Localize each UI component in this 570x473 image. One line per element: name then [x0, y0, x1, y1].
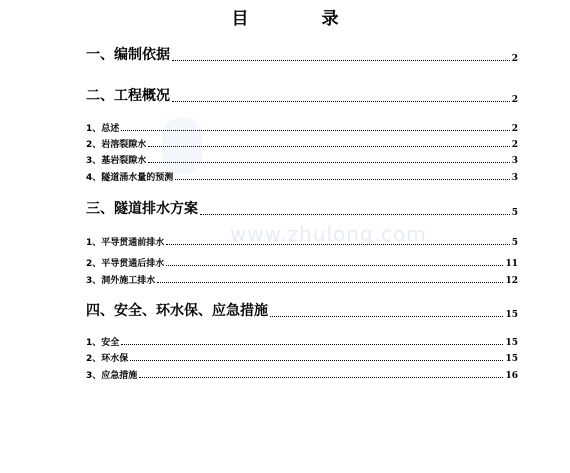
toc-entry-drainage-plan[interactable] — [86, 198, 518, 218]
toc-entry-water-inflow-prediction[interactable] — [86, 170, 518, 183]
toc-page-number: 2 — [511, 124, 518, 134]
toc-page-number: 15 — [505, 354, 518, 364]
toc-leader-dots — [172, 60, 510, 61]
page-title: 目 录 — [231, 9, 367, 29]
toc-entry-bedrock-fissure-water[interactable] — [86, 153, 518, 166]
toc-page-number: 11 — [505, 259, 518, 269]
toc-leader-dots — [172, 101, 510, 102]
toc-leader-dots — [175, 179, 509, 180]
toc-entry-project-overview[interactable] — [86, 85, 518, 105]
toc-entry-label: 一、编制依据 — [86, 47, 170, 63]
toc-page-number: 5 — [511, 208, 518, 218]
toc-leader-dots — [166, 265, 503, 266]
toc-entry-general[interactable] — [86, 121, 518, 134]
toc-page-number: 16 — [505, 371, 518, 381]
toc-page-number: 2 — [511, 140, 518, 150]
watermark-text: www.zhulong.com — [230, 222, 427, 246]
toc-entry-label: 二、工程概况 — [86, 88, 170, 104]
toc-entry-label: 1、总述 — [86, 124, 120, 134]
toc-leader-dots — [130, 360, 503, 361]
toc-entry-label: 2、岩溶裂隙水 — [86, 140, 147, 150]
toc-entry-drainage-after-breakthrough[interactable] — [86, 256, 518, 269]
toc-entry-label: 1、安全 — [86, 338, 120, 348]
toc-entry-label: 2、平导贯通后排水 — [86, 259, 165, 269]
toc-entry-label: 3、基岩裂隙水 — [86, 156, 147, 166]
toc-entry-label: 四、安全、环水保、应急措施 — [86, 303, 268, 319]
toc-page-number: 12 — [505, 276, 518, 286]
toc-entry-label: 4、隧道涌水量的预测 — [86, 173, 174, 183]
toc-leader-dots — [121, 130, 509, 131]
toc-entry-label: 3、应急措施 — [86, 371, 138, 381]
toc-page-number: 3 — [511, 173, 518, 183]
toc-entry-label: 1、平导贯通前排水 — [86, 238, 165, 248]
toc-leader-dots — [157, 282, 503, 283]
toc-entry-safety[interactable] — [86, 335, 518, 348]
toc-entry-safety-environment-emergency[interactable] — [86, 300, 518, 320]
toc-leader-dots — [270, 316, 503, 317]
toc-leader-dots — [121, 344, 503, 345]
toc-page-number: 15 — [505, 338, 518, 348]
toc-entry-label: 三、隧道排水方案 — [86, 201, 198, 217]
toc-entry-emergency-measures[interactable] — [86, 368, 518, 381]
toc-leader-dots — [139, 377, 503, 378]
toc-entry-label: 3、洞外施工排水 — [86, 276, 156, 286]
toc-page-number: 2 — [511, 95, 518, 105]
toc-leader-dots — [166, 244, 509, 245]
toc-page-number: 15 — [505, 310, 518, 320]
toc-entry-label: 2、环水保 — [86, 354, 129, 364]
toc-leader-dots — [148, 146, 509, 147]
toc-entry-karst-fissure-water[interactable] — [86, 137, 518, 150]
toc-leader-dots — [148, 162, 509, 163]
toc-entry-outside-construction-drainage[interactable] — [86, 273, 518, 286]
toc-page-number: 2 — [511, 54, 518, 64]
toc-entry-drainage-before-breakthrough[interactable] — [86, 235, 518, 248]
toc-page-number: 3 — [511, 156, 518, 166]
toc-leader-dots — [200, 214, 510, 215]
toc-page-number: 5 — [511, 238, 518, 248]
toc-entry-compilation-basis[interactable] — [86, 44, 518, 64]
toc-entry-environment-water-protection[interactable] — [86, 351, 518, 364]
